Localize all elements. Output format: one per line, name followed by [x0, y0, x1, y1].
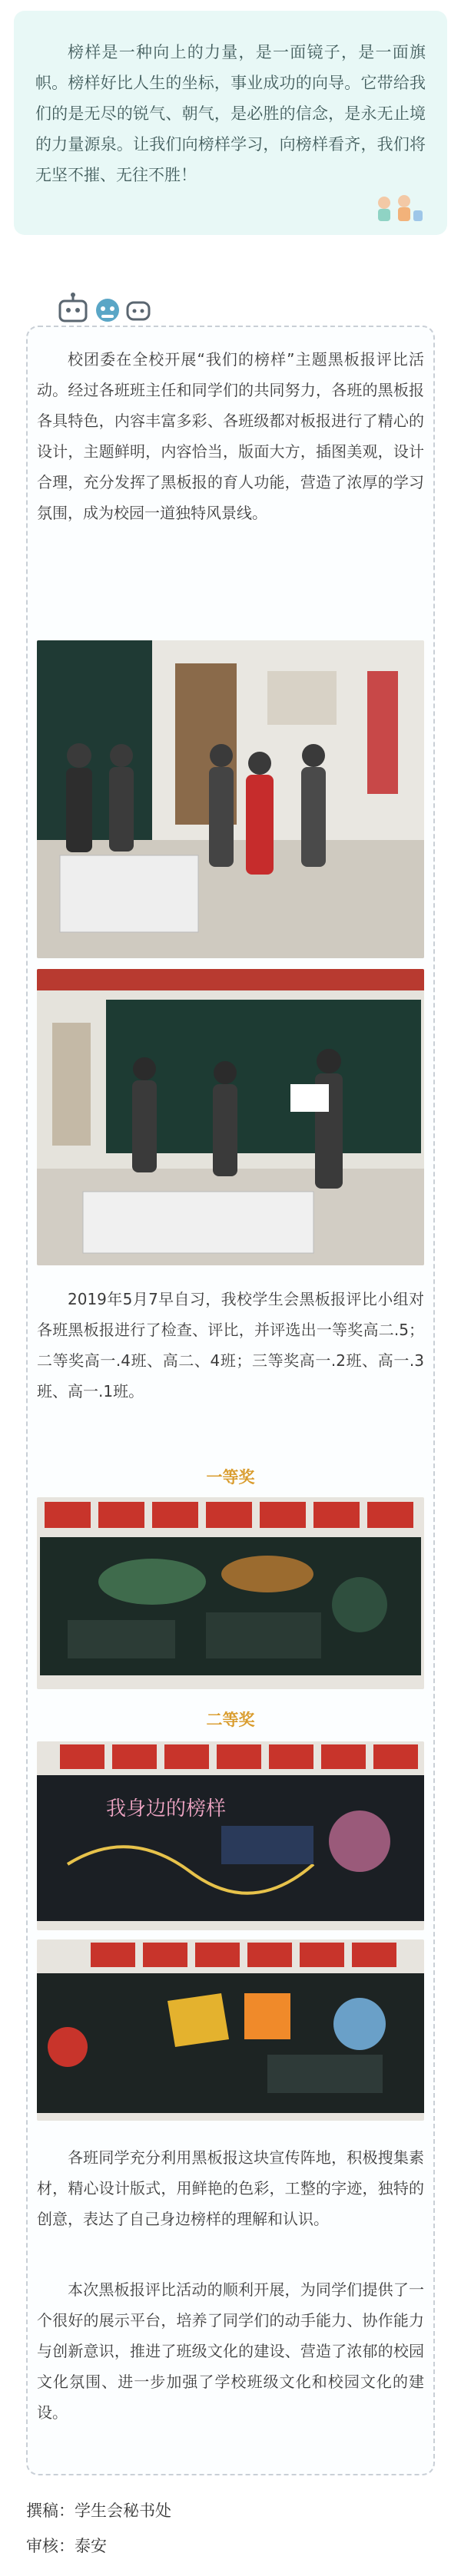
photo-second-prize-blackboard-b: [37, 1939, 424, 2121]
author-credit: 撰稿：学生会秘书处: [26, 2502, 171, 2520]
reviewer-credit: 审核：泰安: [26, 2537, 107, 2555]
article-paragraph-2: 2019年5月7早自习，我校学生会黑板报评比小组对各班黑板报进行了检查、评比，并评选出一等奖高二.5；二等奖高一.4班、高二、4班；三等奖高一.2班、高一.3班、高一.1班。: [37, 1290, 424, 1400]
blackboard-title-text: 我身边的榜样: [106, 1797, 227, 1820]
robot-decoration-icon: [57, 292, 157, 329]
intro-quote-card: [14, 11, 447, 235]
article-paragraph-4: 本次黑板报评比活动的顺利开展，为同学们提供了一个很好的展示平台，培养了同学们的动手能力、协作能力与创新意识，推进了班级文化的建设、营造了浓郁的校园文化氛围、进一步加强了学校班级文化和校园文化的建设。: [37, 2280, 424, 2422]
kids-illustration-icon: [372, 192, 426, 226]
photo-first-prize-blackboard: [37, 1497, 424, 1689]
photo-students-reading: [37, 969, 424, 1265]
article-paragraph-1: 校团委在全校开展“我们的榜样”主题黑板报评比活动。经过各班班主任和同学们的共同努力，各班的黑板报各具特色，内容丰富多彩、各班级都对板报进行了精心的设计，主题鲜明，内容恰当，版面大方，插图美观，设计合理，充分发挥了黑板报的育人功能，营造了浓厚的学习氛围，成为校园一道独特风景线。: [37, 350, 424, 522]
photo-second-prize-blackboard-a: [37, 1741, 424, 1930]
intro-quote-text: 榜样是一种向上的力量，是一面镜子，是一面旗帜。榜样好比人生的坐标，事业成功的向导。它带给我们的是无尽的锐气、朝气，是必胜的信念，是永无止境的力量源泉。让我们向榜样学习，向榜样看齐，我们将无坚不摧、无往不胜！: [35, 43, 426, 184]
article-paragraph-3: 各班同学充分利用黑板报这块宣传阵地，积极搜集素材，精心设计版式，用鲜艳的色彩，工整的字迹，独特的创意，表达了自己身边榜样的理解和认识。: [37, 2148, 424, 2228]
award-first-prize-label: 一等奖: [206, 1468, 255, 1486]
photo-students-presenting: [37, 640, 424, 958]
award-second-prize-label: 二等奖: [206, 1711, 255, 1729]
